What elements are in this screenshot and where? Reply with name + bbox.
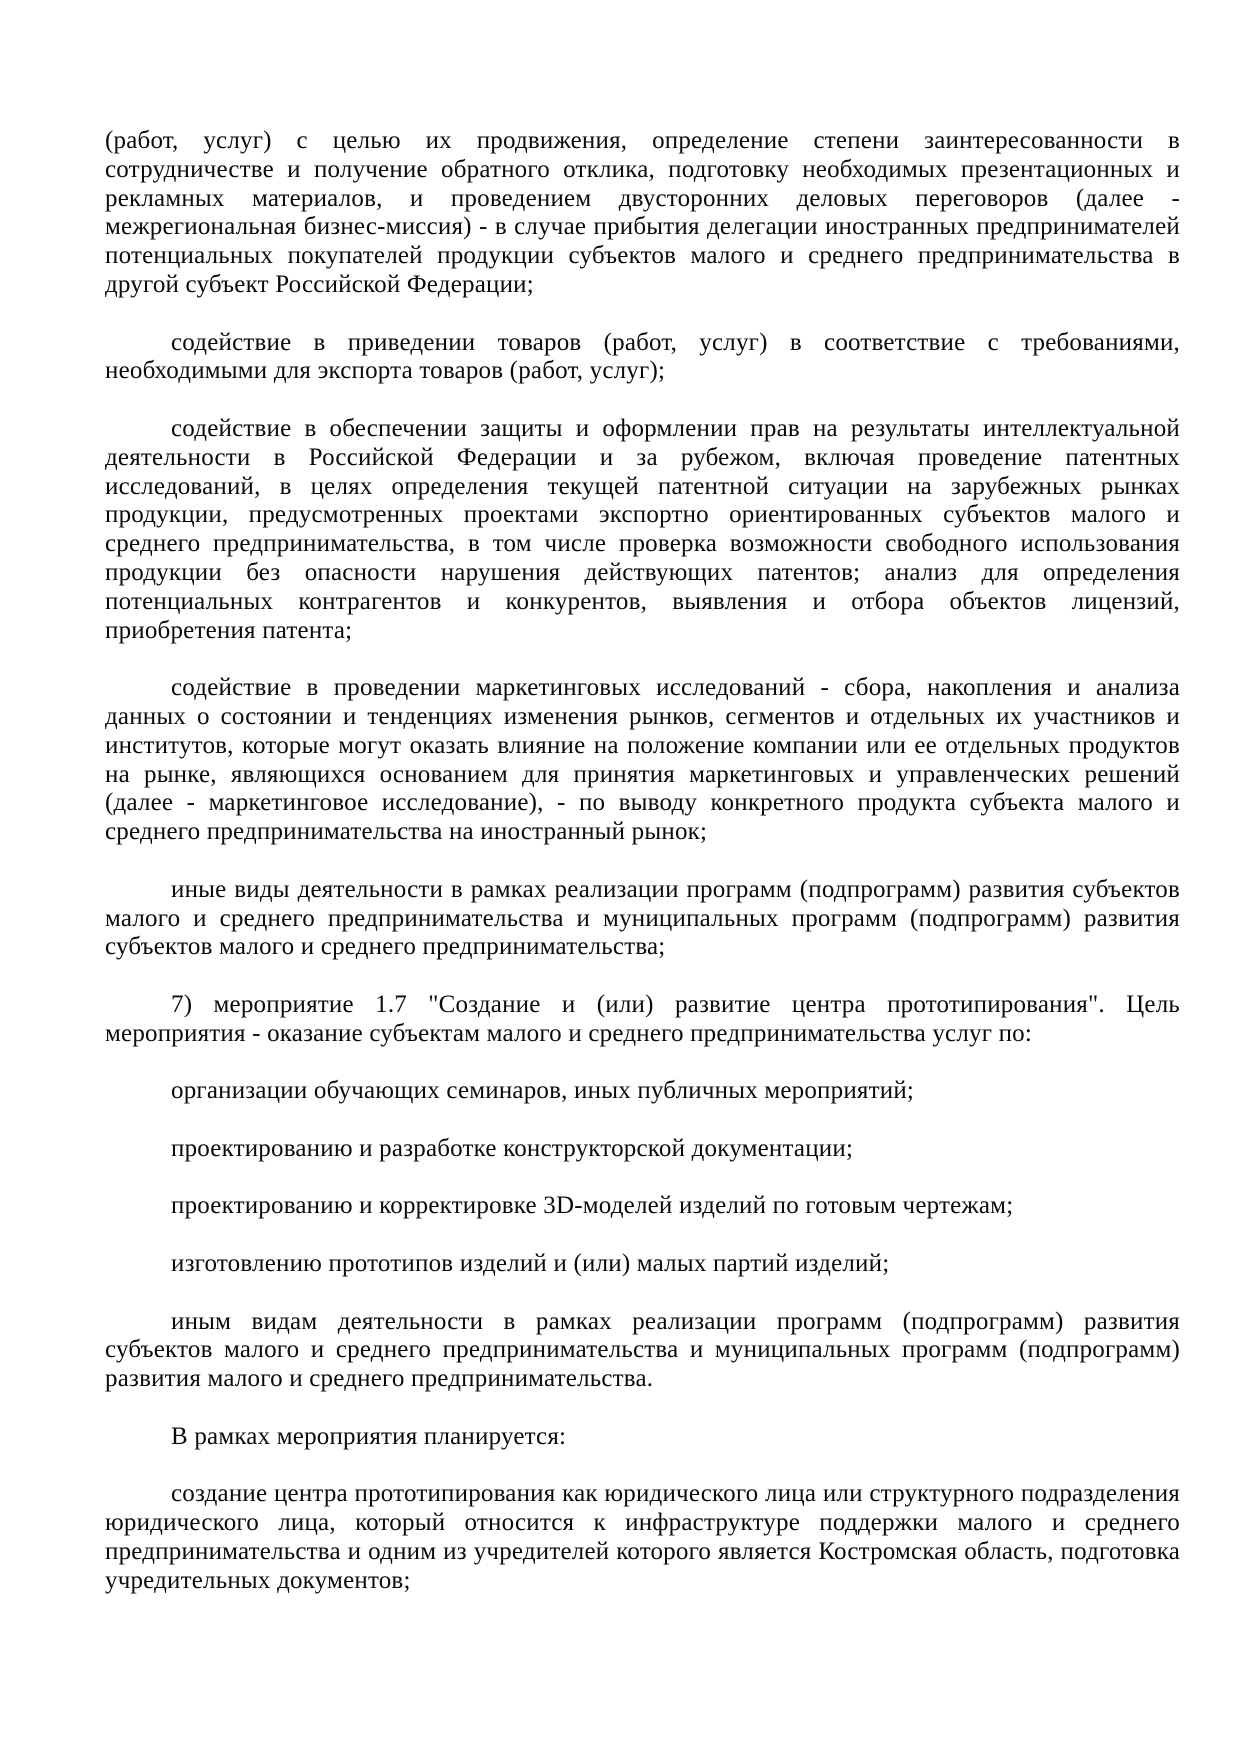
paragraph-service-3d-models: проектированию и корректировке 3D-моделей изделий по готовым чертежам; (171, 1192, 1014, 1220)
paragraph-continuation-business-mission: (работ, услуг) с целью их продвижения, определение степени заинтересованности в сотрудничестве и получение обратного отклика, подготовку необходимых презентационных и рекламных материалов, и проведением двусторонних деловых переговоров (далее - межрегиональная бизнес-миссия) - в случае прибытия делегации иностранных предпринимателей потенциальных покупателей продукции субъектов малого и среднего предпринимательства в другой субъект Российской Федерации; (105, 127, 1180, 298)
paragraph-goods-compliance: содействие в приведении товаров (работ, услуг) в соответствие с требованиями, необходимыми для экспорта товаров (работ, услуг); (105, 328, 1180, 385)
paragraph-service-seminars: организации обучающих семинаров, иных публичных мероприятий; (171, 1077, 915, 1105)
paragraph-item-7-prototyping-center: 7) мероприятие 1.7 "Создание и (или) развитие центра прототипирования". Цель мероприятия - оказание субъектам малого и среднего предпринимательства услуг по: (105, 990, 1180, 1047)
paragraph-other-activities-programs: иным видам деятельности в рамках реализации программ (подпрограмм) развития субъектов малого и среднего предпринимательства и муниципальных программ (подпрограмм) развития малого и среднего предпринимательства. (105, 1307, 1180, 1393)
paragraph-ip-protection: содействие в обеспечении защиты и оформлении прав на результаты интеллектуальной деятельности в Российской Федерации и за рубежом, включая проведение патентных исследований, в целях определения текущей патентной ситуации на зарубежных рынках продукции, предусмотренных проектами экспортно ориентированных субъектов малого и среднего предпринимательства, в том числе проверка возможности свободного использования продукции без опасности нарушения действующих патентов; анализ для определения потенциальных контрагентов и конкурентов, выявления и отбора объектов лицензий, приобретения патента; (105, 414, 1180, 644)
paragraph-marketing-research: содействие в проведении маркетинговых исследований - сбора, накопления и анализа данных о состоянии и тенденциях изменения рынков, сегментов и отдельных их участников и институтов, которые могут оказать влияние на положение компании или ее отдельных продуктов на рынке, являющихся основанием для принятия маркетинговых и управленческих решений (далее - маркетинговое исследование), - по выводу конкретного продукта субъекта малого и среднего предпринимательства на иностранный рынок; (105, 674, 1180, 846)
paragraph-service-design-documentation: проектированию и разработке конструкторской документации; (171, 1134, 854, 1162)
paragraph-service-prototypes: изготовлению прототипов изделий и (или) малых партий изделий; (171, 1250, 890, 1278)
paragraph-center-creation: создание центра прототипирования как юридического лица или структурного подразделения юридического лица, который относится к инфраструктуре поддержки малого и среднего предпринимательства и одним из учредителей которого является Костромская область, подготовка учредительных документов; (105, 1480, 1180, 1594)
paragraph-planned-intro: В рамках мероприятия планируется: (171, 1422, 567, 1450)
paragraph-other-activities-sme: иные виды деятельности в рамках реализации программ (подпрограмм) развития субъектов малого и среднего предпринимательства и муниципальных программ (подпрограмм) развития субъектов малого и среднего предпринимательства; (105, 875, 1180, 961)
